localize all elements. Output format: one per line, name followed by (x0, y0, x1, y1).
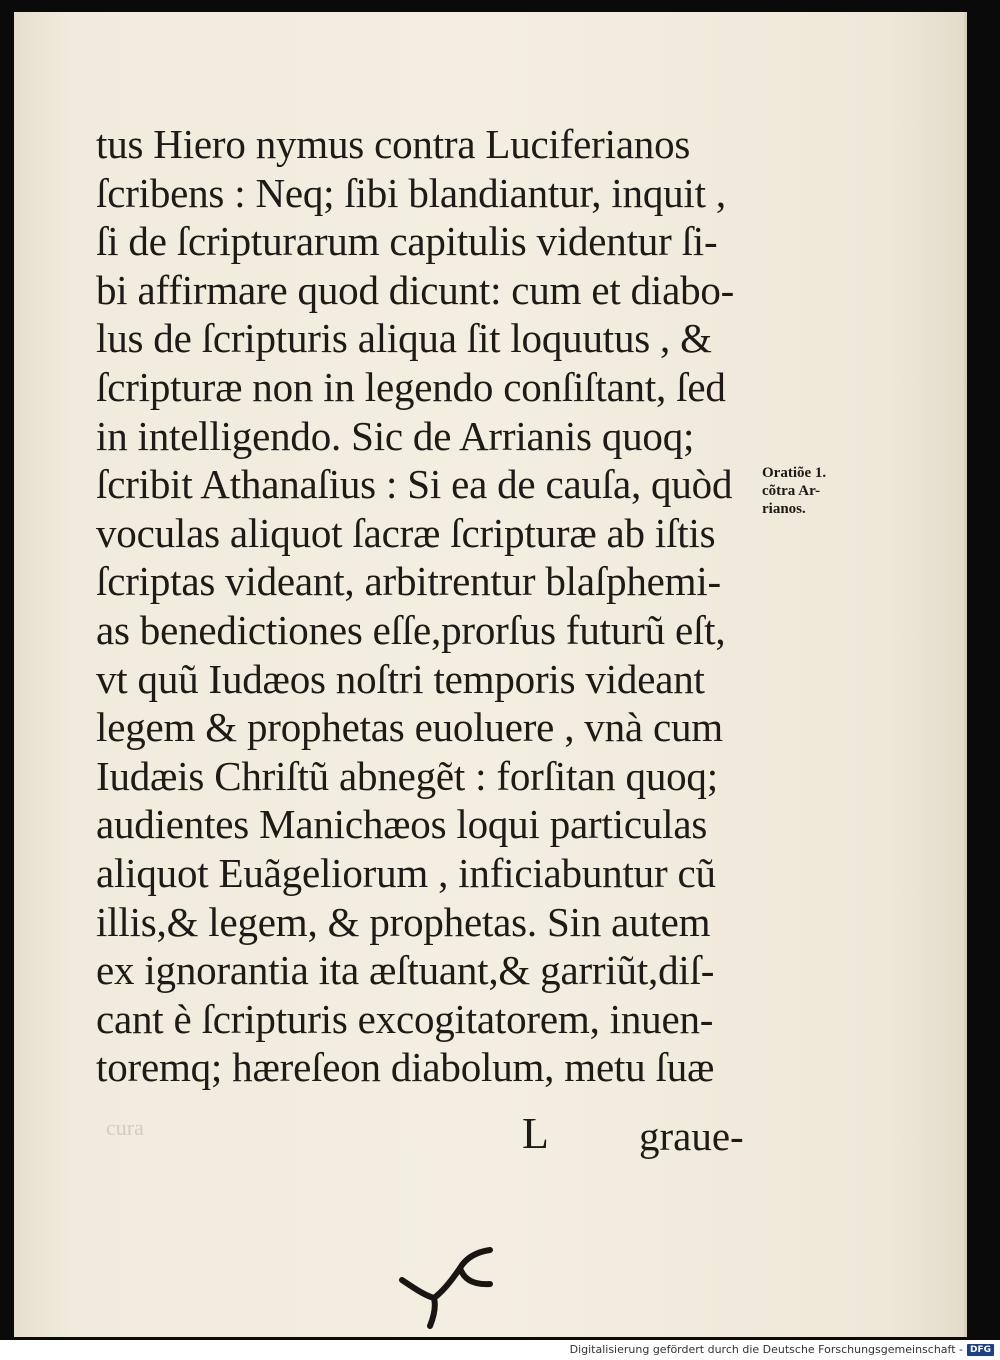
marginal-note-line: cõtra Ar- (762, 483, 821, 499)
text-line: ſcribit Athanaſius : Si ea de cauſa, quòd (96, 461, 733, 508)
footer-credit (570, 1343, 994, 1356)
text-line: ſcriptas videant, arbitrentur blaſphemi- (96, 558, 721, 605)
text-line: in intelligendo. Sic de Arrianis quoq; (96, 412, 695, 459)
text-line: bi affirmare quod dicunt: cum et diabo- (96, 266, 735, 313)
footer-credit-text: Digitalisierung gefördert durch die Deutsche Forschungsgemeinschaft - (569, 1343, 963, 1356)
text-line: ſi de ſcripturarum capitulis videntur ſi- (96, 218, 718, 265)
text-line: voculas aliquot ſacræ ſcripturæ ab iſtis (96, 509, 716, 556)
signature-mark: L (522, 1109, 549, 1158)
dfg-logo-icon: DFG (967, 1344, 994, 1356)
book-page (14, 12, 967, 1337)
show-through-text: cura (106, 1115, 144, 1140)
marginal-note-line: Oratiõe 1. (762, 465, 827, 481)
text-line: audientes Manichæos loqui particulas (96, 801, 708, 848)
text-line: ſcripturæ non in legendo conſiſtant, ſed (96, 363, 726, 410)
catchword: graue- (639, 1113, 744, 1159)
text-line: Iudæis Chriſtũ abnegẽt : forſitan quoq; (96, 752, 718, 799)
text-line: aliquot Euãgeliorum , inficiabuntur cũ (96, 849, 716, 896)
text-line: cant è ſcripturis excogitatorem, inuen- (96, 995, 714, 1042)
text-line: as benedictiones eſſe,prorſus futurũ eſt, (96, 606, 726, 653)
text-line: lus de ſcripturis aliqua ſit loquutus , & (96, 315, 712, 362)
text-line: legem & prophetas euoluere , vnà cum (96, 704, 723, 751)
marginal-note (762, 464, 872, 518)
text-line: ex ignorantia ita æſtuant,& garriũt,diſ- (96, 947, 715, 994)
text-line: ſcribens : Neq; ſibi blandiantur, inquit , (96, 169, 726, 216)
text-line: tus Hiero nymus contra Luciferianos (96, 121, 691, 167)
text-line: illis,& legem, & prophetas. Sin autem (96, 898, 711, 945)
marginal-note-line: rianos. (762, 501, 806, 517)
ink-flourish-icon (394, 1240, 504, 1330)
text-line: vt quũ Iudæos noſtri temporis videant (96, 655, 705, 702)
text-line: toremq; hæreſeon diabolum, metu ſuæ (96, 1044, 715, 1091)
body-text (96, 120, 756, 1092)
